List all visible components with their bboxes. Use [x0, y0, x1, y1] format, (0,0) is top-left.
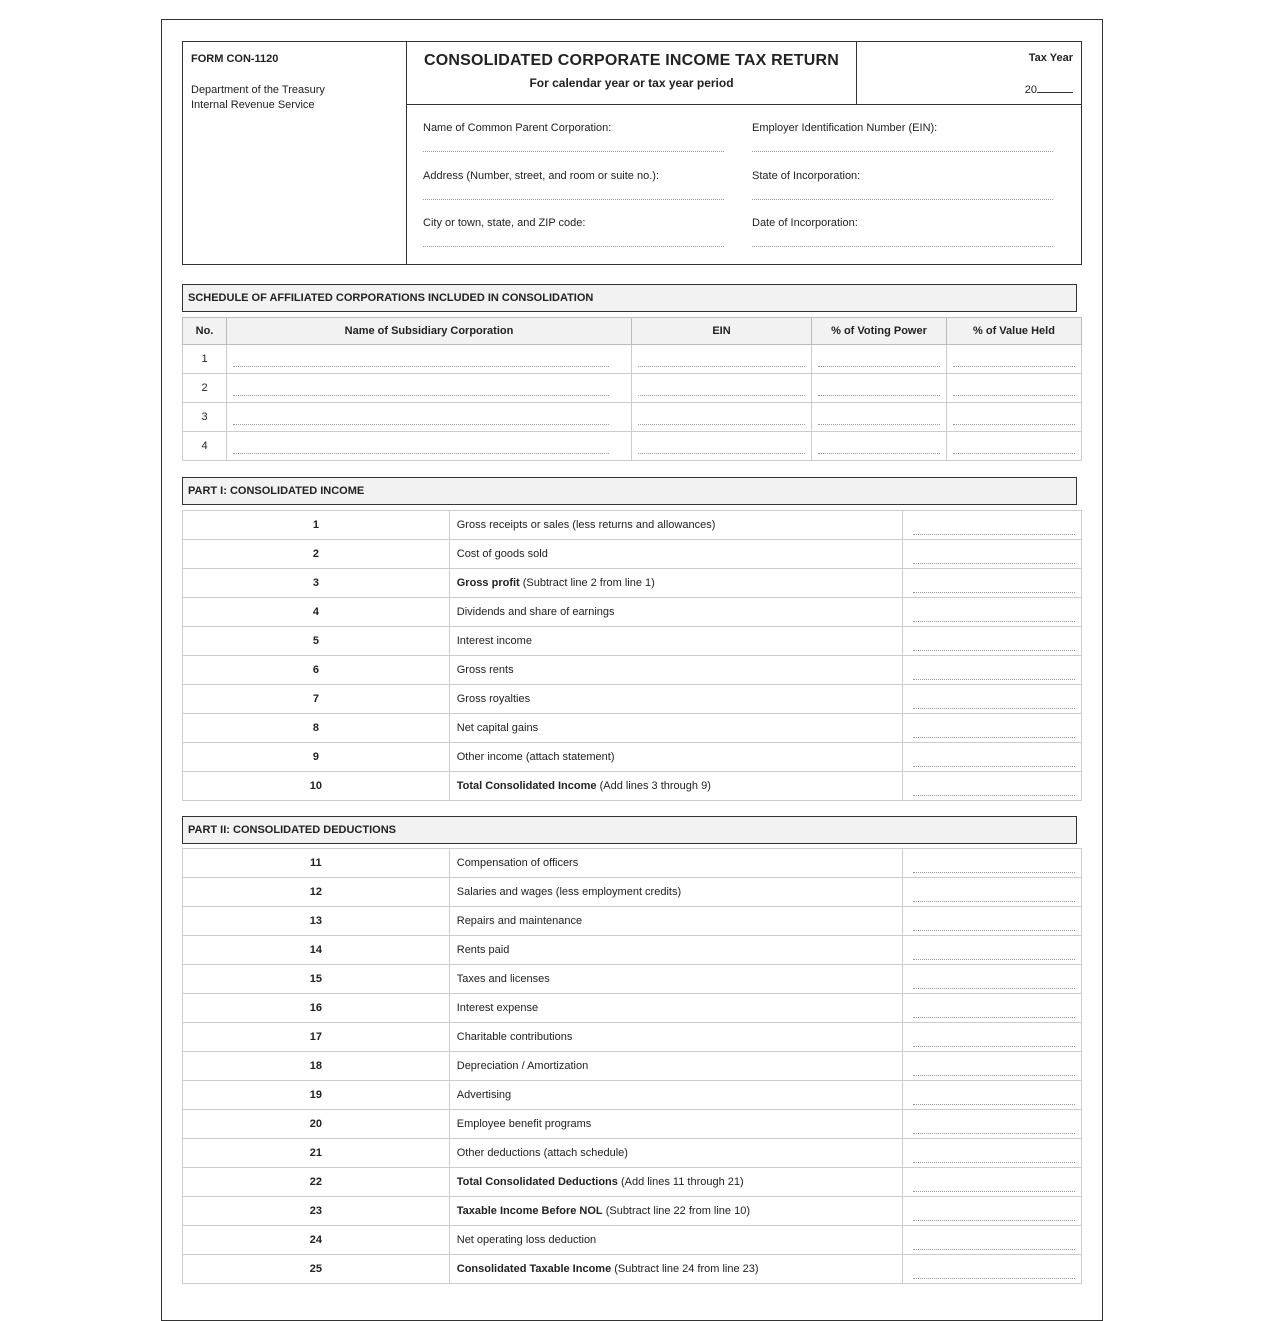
- line-number: 12: [183, 878, 450, 907]
- voting-power-input[interactable]: [818, 452, 940, 454]
- column-header-no: No.: [183, 318, 227, 345]
- affiliated-corporations-table: [182, 317, 1082, 461]
- amount-input[interactable]: [913, 649, 1075, 651]
- amount-input[interactable]: [913, 1045, 1075, 1047]
- line-item-row: [183, 994, 1082, 1023]
- line-description: [449, 569, 903, 598]
- amount-input[interactable]: [913, 707, 1075, 709]
- column-header-voting-power: % of Voting Power: [812, 318, 947, 345]
- line-description: [449, 598, 903, 627]
- line-description: [449, 878, 903, 907]
- line-number: 18: [183, 1052, 450, 1081]
- amount-cell[interactable]: [903, 878, 1082, 907]
- line-description-text: (Subtract line 22 from line 10): [602, 1205, 750, 1217]
- amount-input[interactable]: [913, 1103, 1075, 1105]
- line-item-row: [183, 1110, 1082, 1139]
- form-header: [182, 41, 1082, 265]
- line-description: [449, 714, 903, 743]
- line-number: 1: [183, 511, 450, 540]
- amount-input[interactable]: [913, 1016, 1075, 1018]
- line-number: 13: [183, 907, 450, 936]
- amount-input[interactable]: [913, 1248, 1075, 1250]
- line-number: 16: [183, 994, 450, 1023]
- line-number: 11: [183, 849, 450, 878]
- line-description: [449, 772, 903, 801]
- value-held-input[interactable]: [953, 394, 1075, 396]
- line-description: [449, 1023, 903, 1052]
- line-description-emphasis: Total Consolidated Deductions: [456, 1176, 618, 1188]
- line-item-row: [183, 965, 1082, 994]
- line-item-row: [183, 1052, 1082, 1081]
- line-description: [449, 656, 903, 685]
- line-number: 6: [183, 656, 450, 685]
- amount-cell[interactable]: [903, 743, 1082, 772]
- voting-power-input[interactable]: [818, 423, 940, 425]
- date-of-incorporation-label: Date of Incorporation:: [752, 217, 858, 229]
- table-row: [183, 432, 1082, 461]
- row-number: 2: [183, 374, 227, 403]
- subsidiary-name-input-cell[interactable]: [227, 432, 632, 461]
- voting-power-input-cell[interactable]: [812, 403, 947, 432]
- tax-year-field[interactable]: [1025, 82, 1073, 96]
- line-number: 21: [183, 1139, 450, 1168]
- table-row: [183, 374, 1082, 403]
- date-of-incorporation-field[interactable]: [752, 217, 1053, 247]
- amount-cell[interactable]: [903, 1023, 1082, 1052]
- value-held-input[interactable]: [953, 452, 1075, 454]
- amount-cell[interactable]: [903, 936, 1082, 965]
- line-description-text: Cost of goods sold: [456, 548, 548, 560]
- line-description: [449, 1052, 903, 1081]
- tax-year-label: Tax Year: [1028, 52, 1073, 64]
- line-item-row: [183, 1139, 1082, 1168]
- line-item-row: [183, 656, 1082, 685]
- ein-input-line[interactable]: [752, 150, 1053, 152]
- address-label: Address (Number, street, and room or suite no.):: [423, 170, 659, 182]
- voting-power-input-cell[interactable]: [812, 374, 947, 403]
- form-page: [161, 19, 1103, 1321]
- amount-input[interactable]: [913, 871, 1075, 873]
- form-title-box: [407, 42, 857, 105]
- line-description-text: Employee benefit programs: [456, 1118, 592, 1130]
- line-number: 14: [183, 936, 450, 965]
- line-description-text: Other income (attach statement): [456, 751, 615, 763]
- line-number: 24: [183, 1226, 450, 1255]
- table-row: [183, 345, 1082, 374]
- voting-power-input-cell[interactable]: [812, 345, 947, 374]
- line-description-emphasis: Taxable Income Before NOL: [456, 1205, 603, 1217]
- agency-name: Internal Revenue Service: [191, 99, 315, 111]
- line-item-row: [183, 743, 1082, 772]
- line-description-emphasis: Gross profit: [456, 577, 520, 589]
- line-item-row: [183, 936, 1082, 965]
- amount-cell[interactable]: [903, 714, 1082, 743]
- value-held-input[interactable]: [953, 365, 1075, 367]
- line-item-row: [183, 772, 1082, 801]
- line-description: [449, 1255, 903, 1284]
- subsidiary-ein-input[interactable]: [638, 394, 805, 396]
- line-description-text: (Add lines 3 through 9): [596, 780, 711, 792]
- tax-year-prefix: 20: [1024, 84, 1037, 96]
- line-number: 9: [183, 743, 450, 772]
- subsidiary-ein-input[interactable]: [638, 423, 805, 425]
- line-description: [449, 1197, 903, 1226]
- amount-input[interactable]: [913, 1190, 1075, 1192]
- line-item-row: [183, 511, 1082, 540]
- line-number: 3: [183, 569, 450, 598]
- line-number: 7: [183, 685, 450, 714]
- part2-section-header: PART II: CONSOLIDATED DEDUCTIONS: [182, 816, 1077, 844]
- subsidiary-ein-input-cell[interactable]: [632, 374, 812, 403]
- form-subtitle: For calendar year or tax year period: [529, 76, 734, 90]
- amount-cell[interactable]: [903, 1052, 1082, 1081]
- amount-cell[interactable]: [903, 1255, 1082, 1284]
- line-description-text: Repairs and maintenance: [456, 915, 583, 927]
- amount-cell[interactable]: [903, 994, 1082, 1023]
- line-item-row: [183, 907, 1082, 936]
- line-description: [449, 849, 903, 878]
- state-of-incorporation-label: State of Incorporation:: [752, 170, 861, 182]
- line-number: 22: [183, 1168, 450, 1197]
- line-description-text: Advertising: [456, 1089, 512, 1101]
- line-description-text: (Subtract line 2 from line 1): [519, 577, 655, 589]
- line-item-row: [183, 849, 1082, 878]
- amount-cell[interactable]: [903, 965, 1082, 994]
- line-item-row: [183, 627, 1082, 656]
- line-item-row: [183, 714, 1082, 743]
- column-header-ein: EIN: [632, 318, 812, 345]
- amount-cell[interactable]: [903, 1197, 1082, 1226]
- table-header-row: [183, 318, 1082, 345]
- address-field[interactable]: [423, 170, 724, 200]
- line-number: 17: [183, 1023, 450, 1052]
- line-number: 4: [183, 598, 450, 627]
- value-held-input-cell[interactable]: [947, 374, 1082, 403]
- amount-input[interactable]: [913, 900, 1075, 902]
- department-name: Department of the Treasury: [191, 84, 325, 96]
- tax-year-blank[interactable]: [1037, 82, 1073, 93]
- line-description-text: Interest income: [456, 635, 532, 647]
- line-item-row: [183, 1023, 1082, 1052]
- form-identity-box: [183, 42, 407, 264]
- line-number: 5: [183, 627, 450, 656]
- part1-section-header: PART I: CONSOLIDATED INCOME: [182, 477, 1077, 505]
- line-number: 25: [183, 1255, 450, 1284]
- line-item-row: [183, 540, 1082, 569]
- subsidiary-name-input-cell[interactable]: [227, 403, 632, 432]
- amount-input[interactable]: [913, 1132, 1075, 1134]
- line-description-text: Net operating loss deduction: [456, 1234, 597, 1246]
- line-description: [449, 511, 903, 540]
- part1-income-table: [182, 510, 1082, 801]
- line-description-text: Gross royalties: [456, 693, 531, 705]
- amount-input[interactable]: [913, 1161, 1075, 1163]
- city-state-zip-input-line[interactable]: [423, 245, 724, 247]
- subsidiary-name-input-cell[interactable]: [227, 345, 632, 374]
- amount-input[interactable]: [913, 533, 1075, 535]
- subsidiary-name-input[interactable]: [233, 394, 609, 396]
- amount-cell[interactable]: [903, 772, 1082, 801]
- city-state-zip-label: City or town, state, and ZIP code:: [423, 217, 586, 229]
- line-number: 19: [183, 1081, 450, 1110]
- line-item-row: [183, 598, 1082, 627]
- amount-input[interactable]: [913, 794, 1075, 796]
- line-description-text: Charitable contributions: [456, 1031, 573, 1043]
- line-item-row: [183, 1081, 1082, 1110]
- line-description-text: Gross rents: [456, 664, 514, 676]
- line-description-text: Depreciation / Amortization: [456, 1060, 589, 1072]
- amount-input[interactable]: [913, 1277, 1075, 1279]
- amount-input[interactable]: [913, 591, 1075, 593]
- voting-power-input[interactable]: [818, 365, 940, 367]
- line-description: [449, 627, 903, 656]
- line-description: [449, 936, 903, 965]
- parent-name-field[interactable]: [423, 122, 724, 152]
- line-number: 10: [183, 772, 450, 801]
- line-description: [449, 1168, 903, 1197]
- line-description-text: (Subtract line 24 from line 23): [611, 1263, 759, 1275]
- amount-input[interactable]: [913, 620, 1075, 622]
- date-of-incorporation-input-line[interactable]: [752, 245, 1053, 247]
- amount-input[interactable]: [913, 987, 1075, 989]
- row-number: 1: [183, 345, 227, 374]
- line-description-emphasis: Total Consolidated Income: [456, 780, 597, 792]
- form-number: FORM CON-1120: [191, 53, 279, 65]
- line-description-text: Rents paid: [456, 944, 510, 956]
- amount-cell[interactable]: [903, 1110, 1082, 1139]
- amount-input[interactable]: [913, 562, 1075, 564]
- ein-label: Employer Identification Number (EIN):: [752, 122, 938, 134]
- line-item-row: [183, 569, 1082, 598]
- amount-cell[interactable]: [903, 598, 1082, 627]
- line-description: [449, 907, 903, 936]
- address-input-line[interactable]: [423, 198, 724, 200]
- line-description: [449, 1110, 903, 1139]
- amount-input[interactable]: [913, 1074, 1075, 1076]
- subsidiary-name-input[interactable]: [233, 452, 609, 454]
- line-item-row: [183, 1168, 1082, 1197]
- amount-cell[interactable]: [903, 1168, 1082, 1197]
- line-number: 20: [183, 1110, 450, 1139]
- voting-power-input-cell[interactable]: [812, 432, 947, 461]
- line-description-text: Compensation of officers: [456, 857, 579, 869]
- tax-year-box: [857, 42, 1081, 105]
- subsidiary-name-input[interactable]: [233, 423, 609, 425]
- subsidiary-ein-input-cell[interactable]: [632, 345, 812, 374]
- line-description-text: Salaries and wages (less employment credits): [456, 886, 682, 898]
- subsidiary-ein-input[interactable]: [638, 452, 805, 454]
- column-header-subsidiary-name: Name of Subsidiary Corporation: [227, 318, 632, 345]
- line-description: [449, 965, 903, 994]
- voting-power-input[interactable]: [818, 394, 940, 396]
- subsidiary-ein-input-cell[interactable]: [632, 432, 812, 461]
- parent-name-input-line[interactable]: [423, 150, 724, 152]
- part2-deductions-table: [182, 848, 1082, 1284]
- subsidiary-name-input-cell[interactable]: [227, 374, 632, 403]
- city-state-zip-field[interactable]: [423, 217, 724, 247]
- line-number: 23: [183, 1197, 450, 1226]
- row-number: 3: [183, 403, 227, 432]
- table-row: [183, 403, 1082, 432]
- line-description: [449, 540, 903, 569]
- state-of-incorporation-input-line[interactable]: [752, 198, 1053, 200]
- subsidiary-ein-input-cell[interactable]: [632, 403, 812, 432]
- amount-cell[interactable]: [903, 540, 1082, 569]
- line-description-text: Taxes and licenses: [456, 973, 550, 985]
- line-description: [449, 1226, 903, 1255]
- parent-name-label: Name of Common Parent Corporation:: [423, 122, 612, 134]
- row-number: 4: [183, 432, 227, 461]
- line-description-text: Interest expense: [456, 1002, 539, 1014]
- value-held-input[interactable]: [953, 423, 1075, 425]
- line-description-text: (Add lines 11 through 21): [617, 1176, 744, 1188]
- amount-cell[interactable]: [903, 569, 1082, 598]
- value-held-input-cell[interactable]: [947, 345, 1082, 374]
- amount-cell[interactable]: [903, 1081, 1082, 1110]
- amount-cell[interactable]: [903, 1226, 1082, 1255]
- amount-input[interactable]: [913, 1219, 1075, 1221]
- line-description: [449, 994, 903, 1023]
- line-item-row: [183, 1255, 1082, 1284]
- ein-field[interactable]: [752, 122, 1053, 152]
- line-item-row: [183, 685, 1082, 714]
- form-title: CONSOLIDATED CORPORATE INCOME TAX RETURN: [423, 52, 840, 69]
- amount-cell[interactable]: [903, 849, 1082, 878]
- line-item-row: [183, 878, 1082, 907]
- line-description-emphasis: Consolidated Taxable Income: [456, 1263, 612, 1275]
- amount-cell[interactable]: [903, 1139, 1082, 1168]
- line-item-row: [183, 1226, 1082, 1255]
- line-description-text: Gross receipts or sales (less returns and allowances): [456, 519, 716, 531]
- amount-input[interactable]: [913, 736, 1075, 738]
- line-description: [449, 743, 903, 772]
- amount-input[interactable]: [913, 678, 1075, 680]
- line-description: [449, 1081, 903, 1110]
- corporation-info-fields: [407, 105, 1081, 264]
- column-header-value-held: % of Value Held: [947, 318, 1082, 345]
- amount-input[interactable]: [913, 929, 1075, 931]
- line-number: 15: [183, 965, 450, 994]
- line-description: [449, 1139, 903, 1168]
- amount-input[interactable]: [913, 765, 1075, 767]
- amount-cell[interactable]: [903, 907, 1082, 936]
- line-number: 8: [183, 714, 450, 743]
- amount-input[interactable]: [913, 958, 1075, 960]
- subsidiary-ein-input[interactable]: [638, 365, 805, 367]
- line-description-text: Other deductions (attach schedule): [456, 1147, 628, 1159]
- line-item-row: [183, 1197, 1082, 1226]
- value-held-input-cell[interactable]: [947, 403, 1082, 432]
- issuing-agency: [191, 83, 325, 113]
- amount-cell[interactable]: [903, 511, 1082, 540]
- line-description-text: Net capital gains: [456, 722, 539, 734]
- amount-cell[interactable]: [903, 685, 1082, 714]
- subsidiary-name-input[interactable]: [233, 365, 609, 367]
- value-held-input-cell[interactable]: [947, 432, 1082, 461]
- line-description: [449, 685, 903, 714]
- amount-cell[interactable]: [903, 627, 1082, 656]
- schedule-section-header: SCHEDULE OF AFFILIATED CORPORATIONS INCLUDED IN CONSOLIDATION: [182, 284, 1077, 312]
- amount-cell[interactable]: [903, 656, 1082, 685]
- line-number: 2: [183, 540, 450, 569]
- line-description-text: Dividends and share of earnings: [456, 606, 615, 618]
- state-of-incorporation-field[interactable]: [752, 170, 1053, 200]
